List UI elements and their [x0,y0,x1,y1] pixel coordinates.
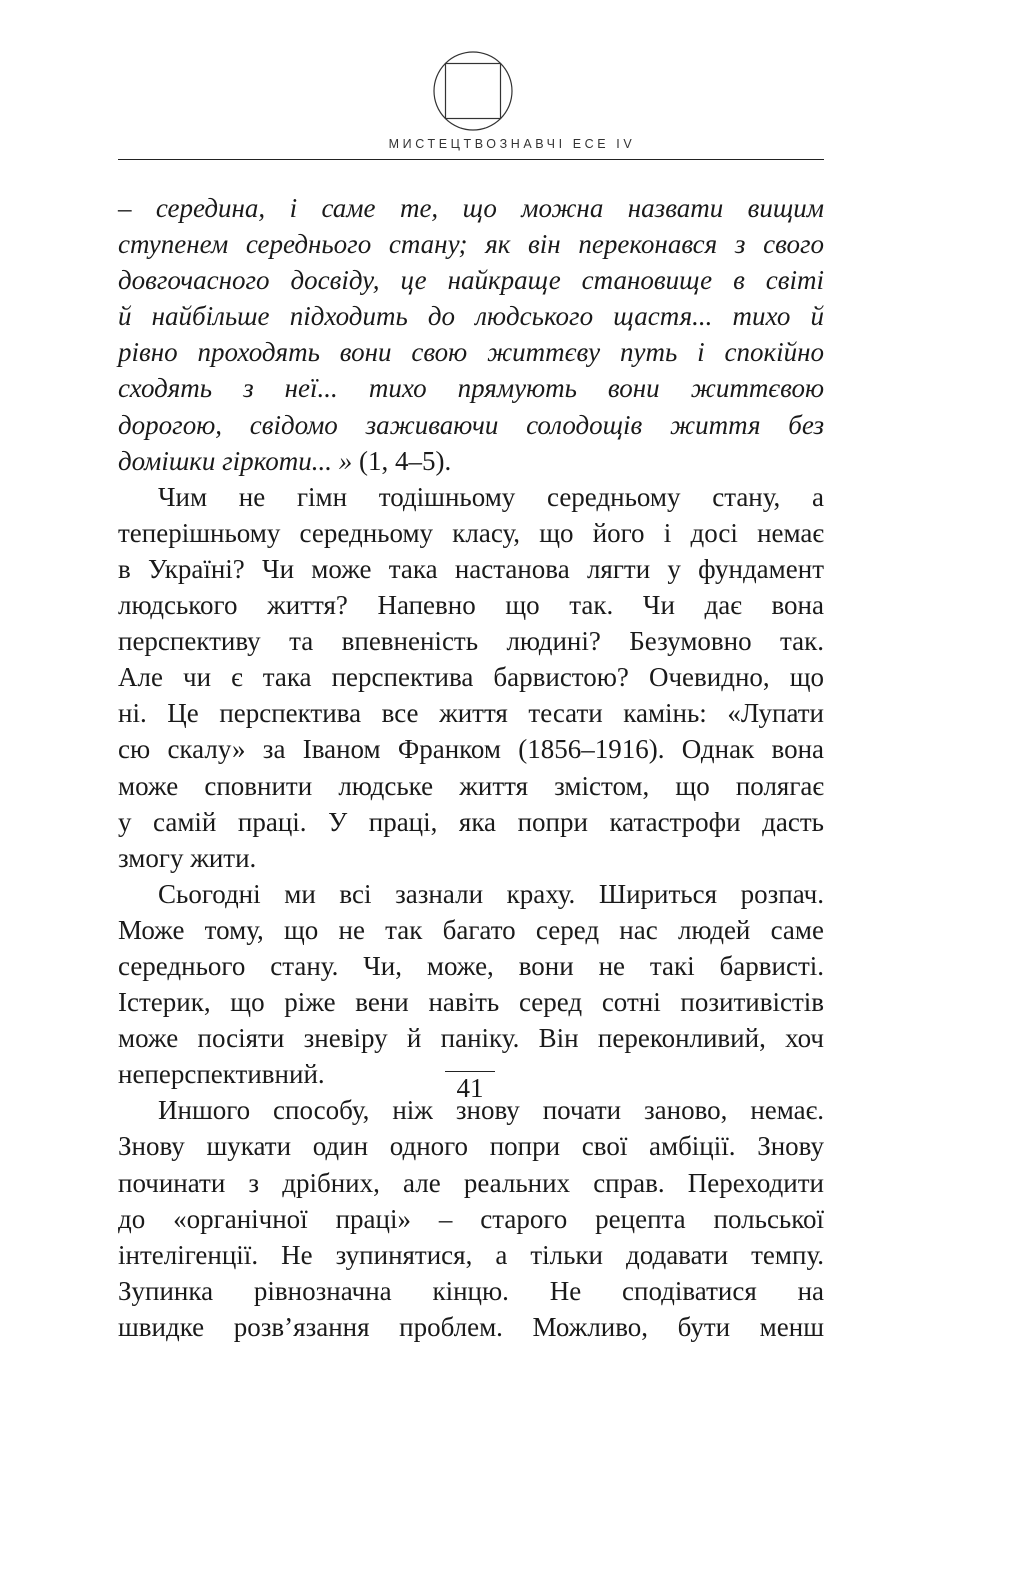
page-number: 41 [445,1071,495,1104]
paragraph-line: Може тому, що не так багато серед нас людей саме [118,914,824,945]
quote-block [118,190,824,479]
paragraph-line: Иншого способу, ніж знову почати заново, немає. [158,1095,824,1126]
paragraph-line: в Україні? Чи може така настанова лягти у фундамент [118,553,824,584]
header-rule [118,159,824,160]
paragraph-line: у самій праці. У праці, яка попри катастрофи дасть [118,806,824,837]
paragraph-line: ні. Це перспектива все життя тесати камінь: «Лупати [118,698,824,729]
quote-line: дорогою, свідомо заживаючи солодощів життя без [118,409,824,440]
paragraph-line: може сповнити людське життя змістом, що полягає [118,770,824,801]
paragraph-3 [118,1092,824,1345]
quote-line: ступенем середнього стану; як він переконався з свого [118,229,824,260]
paragraph-line: Чим не гімн тодішньому середньому стану, а [158,481,824,512]
quote-citation: (1, 4–5). [352,445,452,476]
quote-line: довгочасного досвіду, це найкраще становище в світі [118,265,824,296]
paragraph-line: до «органічної праці» – старого рецепта польської [118,1203,824,1234]
paragraph-line: Але чи є така перспектива барвистою? Очевидно, що [118,662,824,693]
paragraph-2 [118,876,824,1093]
quote-line: й найбільше підходить до людського щастя... тихо й [118,301,824,332]
quote-last-line [118,443,824,479]
paragraph-line: середнього стану. Чи, може, вони не такі барвисті. [118,950,824,981]
paragraph-line: неперспективний. [118,1059,325,1090]
circle-square-emblem-icon [432,50,514,132]
quote-line: – середина, і саме те, що можна назвати вищим [118,193,824,223]
paragraph-line: Сьогодні ми всі зазнали краху. Шириться розпач. [158,878,824,909]
paragraph-line: Зупинка рівнозначна кінцю. Не сподіватися на [118,1275,824,1306]
paragraph-line: може посіяти зневіру й паніку. Він переконливий, хоч [118,1023,824,1054]
paragraph-line: перспективу та впевненість людині? Безумовно так. [118,626,824,657]
paragraph-line: починати з дрібних, але реальних справ. Переходити [118,1167,824,1198]
paragraph-line: Знову шукати один одного попри свої амбіції. Знову [118,1131,824,1162]
paragraph-line: людського життя? Напевно що так. Чи дає вона [118,590,824,621]
paragraph-1 [118,479,824,876]
paragraph-line: Істерик, що ріже вени навіть серед сотні позитивістів [118,987,824,1018]
paragraph-line: сю скалу» за Іваном Франком (1856–1916). Однак вона [118,734,824,765]
quote-line: сходять з неї... тихо прямують вони життєвою [118,373,824,404]
running-head: МИСТЕЦТВОЗНАВЧІ ЕСЕ IV [388,137,636,151]
quote-line: рівно проходять вони свою життєву путь і спокійно [118,337,824,368]
paragraph-line: інтелігенції. Не зупинятися, а тільки додавати темпу. [118,1239,824,1270]
paragraph-line: швидке розв’язання проблем. Можливо, бути менш [118,1311,824,1342]
paragraph-line: змогу жити. [118,842,257,873]
quote-ending: домішки гіркоти... » [118,445,353,476]
paragraph-line: теперішньому середньому класу, що його і досі немає [118,517,824,548]
page-body [118,190,824,1345]
